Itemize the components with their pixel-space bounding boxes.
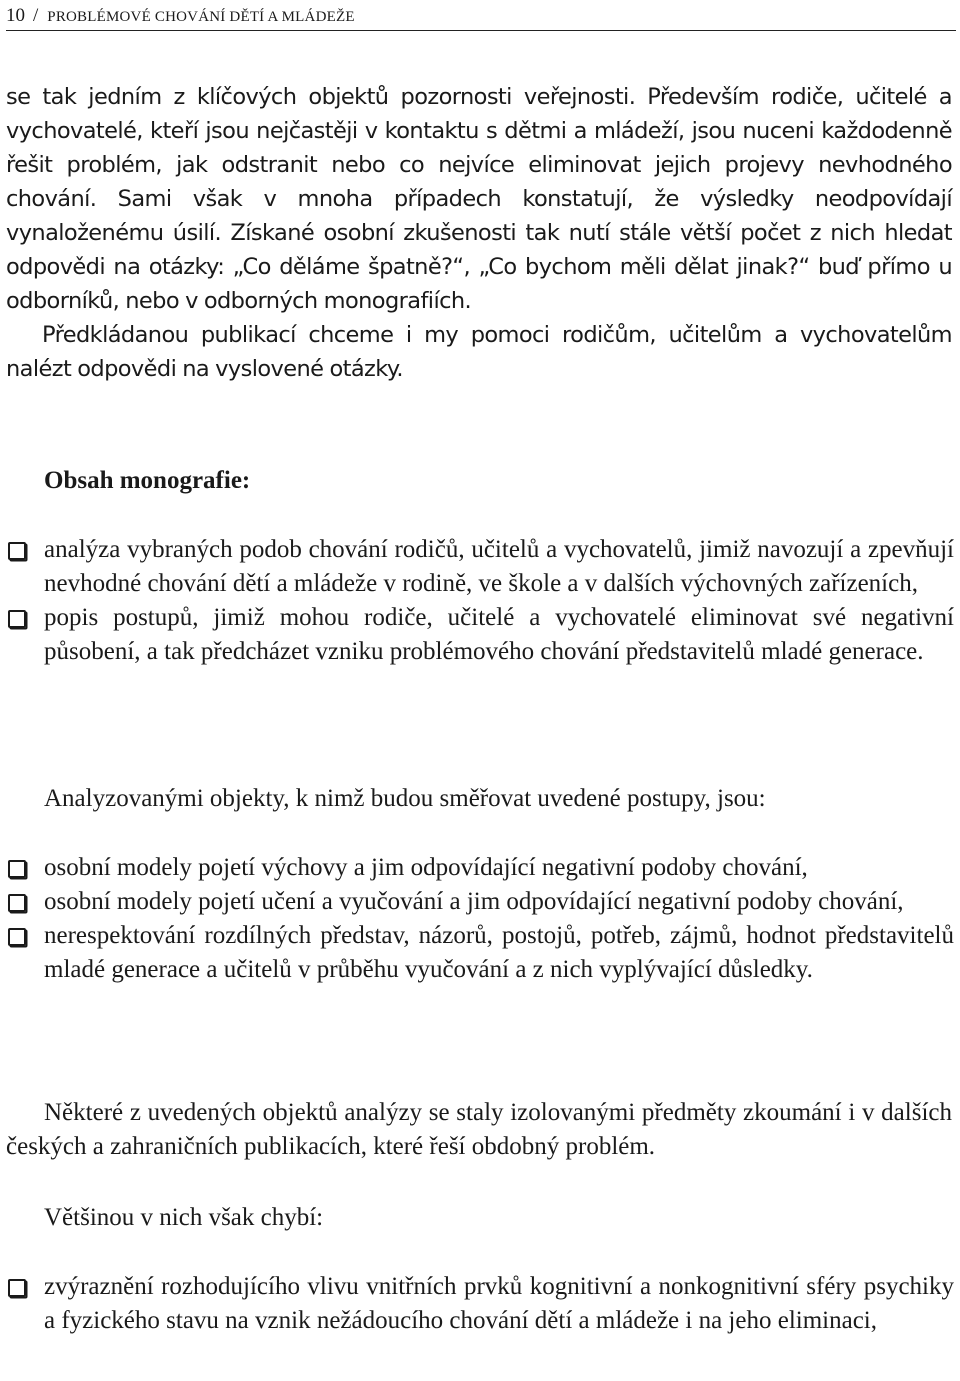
checkbox-icon	[8, 860, 26, 878]
contents-heading: Obsah monografie:	[44, 467, 251, 494]
list-item	[6, 851, 954, 885]
intro-paragraph: se tak jedním z klíčových objektů pozornosti veřejnosti. Především rodiče, učitelé a vychovatelé, kteří jsou nejčastěji v kontaktu s dětmi a mládeží, jsou nuceni každodenně řešit problém, jak odstranit nebo co nejvíce eliminovat jejich projevy nevhodného chování. Sami však v mnoha případech konstatují, že výsledky neodpovídají vynaloženému úsilí. Získané osobní zkušenosti tak nutí stále větší počet z nich hledat odpovědi na otázky: „Co děláme špatně?“, „Co bychom měli dělat jinak?“ buď přímo u odborníků, nebo v odborných monografiích.	[6, 84, 952, 314]
intro-section	[6, 80, 952, 386]
list-item-text: nerespektování rozdílných představ, názorů, postojů, potřeb, zájmů, hodnot představitelů mladé generace a učitelů v průběhu vyučování a z nich vyplývající důsledky.	[44, 922, 954, 983]
intro-paragraph-2: Předkládanou publikací chceme i my pomoci rodičům, učitelům a vychovatelům nalézt odpovědi na vyslovené otázky.	[6, 322, 952, 382]
list-item-text: analýza vybraných podob chování rodičů, učitelů a vychovatelů, jimiž navozují a zpevňují nevhodné chování dětí a mládeže v rodině, ve škole a v dalších výchovných zařízeních,	[44, 536, 954, 597]
checkbox-icon	[8, 610, 26, 628]
checkbox-icon	[8, 1279, 26, 1297]
header-title: PROBLÉMOVÉ CHOVÁNÍ DĚTÍ A MLÁDEŽE	[47, 9, 355, 25]
contents-list	[6, 533, 954, 669]
list-item-text: osobní modely pojetí učení a vyučování a jim odpovídající negativní podoby chování,	[44, 888, 904, 915]
list-item	[6, 919, 954, 987]
list-item	[6, 885, 954, 919]
checkbox-icon	[8, 542, 26, 560]
missing-intro: Většinou v nich však chybí:	[44, 1204, 324, 1231]
page-number: 10	[6, 5, 25, 26]
list-item-text: zvýraznění rozhodujícího vlivu vnitřních prvků kognitivní a nonkognitivní sféry psychiky a fyzického stavu na vznik nežádoucího chování dětí a mládeže i na jeho eliminaci,	[44, 1273, 954, 1334]
header-separator: /	[33, 5, 39, 26]
list-item-text: popis postupů, jimiž mohou rodiče, učitelé a vychovatelé eliminovat své negativní působení, a tak předcházet vzniku problémového chování představitelů mladé generace.	[44, 604, 954, 665]
checkbox-icon	[8, 928, 26, 946]
objects-list	[6, 851, 954, 987]
missing-list	[6, 1270, 954, 1338]
list-item	[6, 533, 954, 601]
checkbox-icon	[8, 894, 26, 912]
list-item-text: osobní modely pojetí výchovy a jim odpovídající negativní podoby chování,	[44, 854, 808, 881]
list-item	[6, 601, 954, 669]
list-item	[6, 1270, 954, 1338]
running-header	[6, 4, 956, 31]
objects-intro: Analyzovanými objekty, k nimž budou směřovat uvedené postupy, jsou:	[44, 785, 766, 812]
other-publications-paragraph: Některé z uvedených objektů analýzy se staly izolovanými předměty zkoumání i v dalších českých a zahraničních publikacích, které řeší obdobný problém.	[6, 1099, 952, 1160]
